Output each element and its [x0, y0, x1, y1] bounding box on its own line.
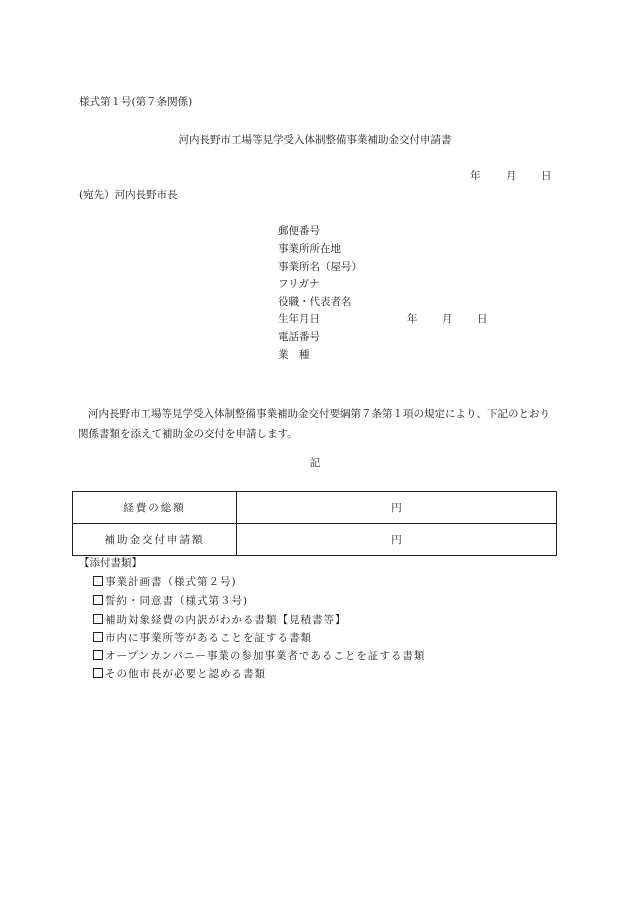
- subsidy-amount-value[interactable]: 円: [237, 524, 557, 556]
- table-row: [73, 492, 557, 524]
- date-year-label: 年: [470, 170, 481, 182]
- subsidy-amount-label: 補助金交付申請額: [73, 524, 237, 556]
- birth-day-label: 日: [477, 313, 488, 325]
- field-office-name: 事業所名（屋号）: [278, 261, 362, 273]
- birth-year-label: 年: [407, 313, 418, 325]
- total-cost-value[interactable]: 円: [237, 492, 557, 524]
- date-month-label: 月: [506, 170, 517, 182]
- field-postal-code: 郵便番号: [278, 225, 320, 237]
- attachments-header: 【添付書類】: [79, 557, 142, 569]
- checkbox-icon[interactable]: [93, 650, 103, 660]
- checkbox-icon[interactable]: [93, 632, 103, 642]
- addressee: (宛先）河内長野市長: [79, 189, 178, 201]
- attachment-label: 事業計画書（様式第２号): [105, 576, 237, 588]
- attachment-label: 補助対象経費の内訳がわかる書類【見積書等】: [105, 614, 347, 626]
- form-number: 様式第１号(第７条関係): [79, 96, 193, 108]
- amounts-table: [72, 491, 557, 556]
- attachment-label: その他市長が必要と認める書類: [105, 668, 266, 680]
- attachment-label: オープンカンパニー事業の参加事業者であることを証する書類: [105, 650, 426, 662]
- list-item: [93, 650, 425, 662]
- field-representative: 役職・代表者名: [278, 296, 352, 308]
- field-phone: 電話番号: [278, 331, 320, 343]
- field-industry: 業 種: [278, 349, 310, 361]
- list-item: [93, 576, 237, 588]
- date-day-label: 日: [541, 170, 552, 182]
- application-statement: 河内長野市工場等見学受入体制整備事業補助金交付要綱第７条第１項の規定により、下記のとおり関係書類を添えて補助金の交付を申請します。: [78, 408, 550, 440]
- field-birth-date: 生年月日: [278, 313, 320, 325]
- total-cost-label: 経費の総額: [73, 492, 237, 524]
- table-row: [73, 524, 557, 556]
- list-item: [93, 668, 266, 680]
- field-office-address: 事業所所在地: [278, 243, 341, 255]
- checkbox-icon[interactable]: [93, 668, 103, 678]
- attachment-label: 誓約・同意書（様式第３号): [105, 595, 249, 607]
- field-furigana: フリガナ: [278, 278, 320, 290]
- checkbox-icon[interactable]: [93, 614, 103, 624]
- checkbox-icon[interactable]: [93, 595, 103, 605]
- attachment-label: 市内に事業所等があることを証する書類: [105, 632, 312, 644]
- list-item: [93, 614, 347, 626]
- ki-heading: 記: [309, 457, 321, 469]
- checkbox-icon[interactable]: [93, 576, 103, 586]
- birth-month-label: 月: [442, 313, 453, 325]
- document-title: 河内長野市工場等見学受入体制整備事業補助金交付申請書: [178, 134, 452, 146]
- list-item: [93, 595, 248, 607]
- list-item: [93, 632, 312, 644]
